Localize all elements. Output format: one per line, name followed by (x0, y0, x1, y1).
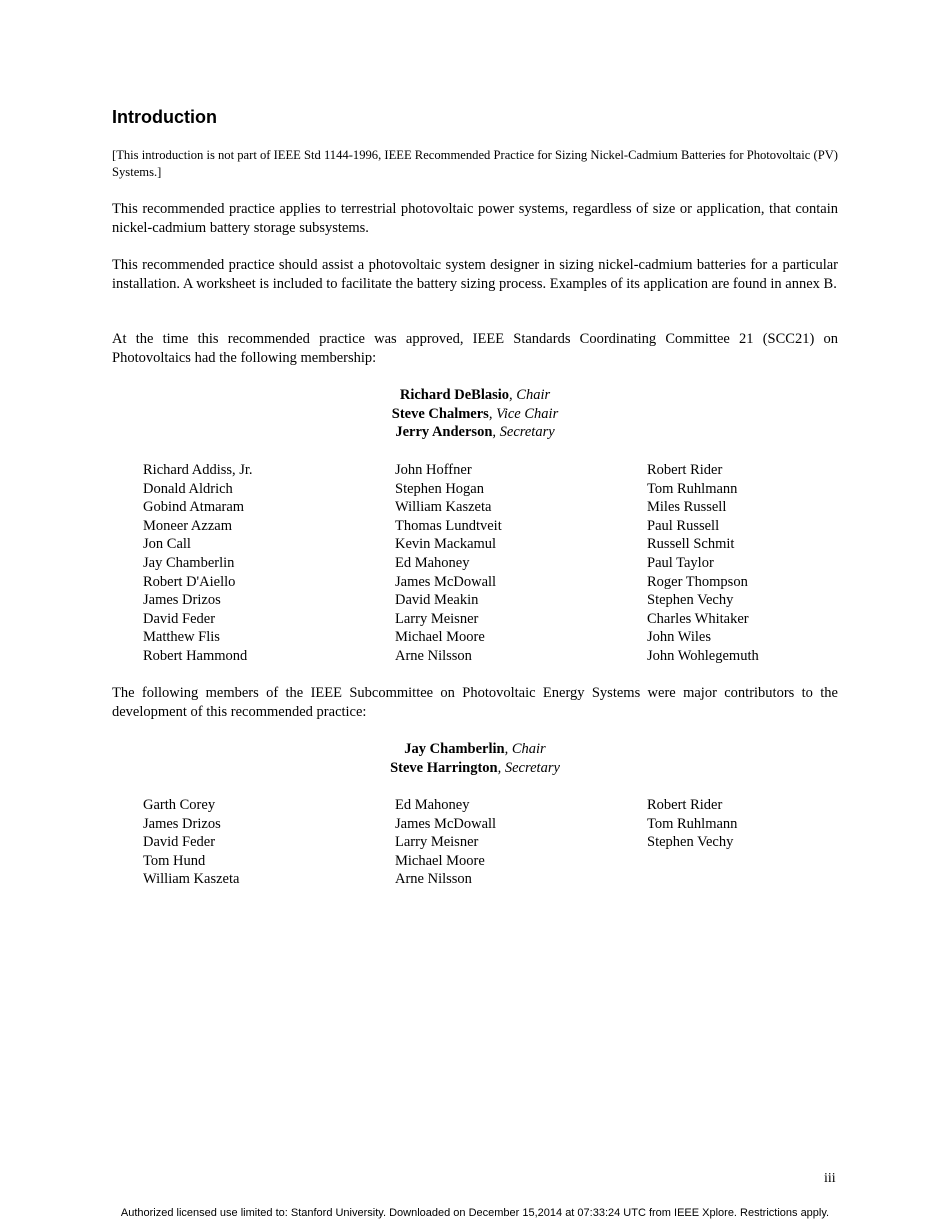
member-name: Arne Nilsson (395, 647, 472, 664)
member-name: Robert Rider (647, 462, 723, 478)
member-name: David Feder (143, 834, 216, 851)
member-name: Stephen Vechy (647, 592, 734, 609)
member-name: Arne Nilsson (395, 871, 472, 888)
member-name: James Drizos (143, 592, 221, 609)
member-name: Roger Thompson (647, 573, 748, 590)
subcommittee-member-list (143, 796, 843, 889)
paragraph-scope: This recommended practice applies to terrestrial photovoltaic power systems, regardless of size or application, that contain nickel-cadmium battery storage subsystems. (112, 201, 838, 236)
member-column (395, 796, 647, 889)
member-name: Jay Chamberlin (143, 554, 235, 571)
member-name: Gobind Atmaram (143, 499, 245, 516)
member-name: Stephen Hogan (395, 480, 484, 497)
member-name: Jon Call (143, 536, 191, 553)
member-column (647, 796, 843, 889)
member-name: James McDowall (395, 815, 497, 832)
member-name: Michael Moore (395, 852, 485, 869)
member-name: Paul Russell (647, 517, 720, 534)
member-name: John Wiles (647, 629, 711, 646)
member-name: Stephen Vechy (647, 834, 734, 851)
member-name: James Drizos (143, 815, 221, 832)
officer-role: , Secretary (492, 424, 555, 441)
member-name: Larry Meisner (395, 610, 479, 627)
subcommittee-officers (112, 740, 838, 777)
officer-name: Steve Chalmers (391, 405, 489, 422)
officer-line (112, 405, 838, 424)
member-name: David Feder (143, 610, 216, 627)
scc21-officers (112, 386, 838, 442)
officer-name: Jerry Anderson (395, 424, 493, 441)
member-name: Russell Schmit (647, 536, 735, 553)
member-name: Moneer Azzam (143, 517, 232, 534)
member-name: John Wohlegemuth (647, 647, 759, 664)
officer-role: , Vice Chair (488, 405, 559, 422)
officer-line (112, 423, 838, 442)
officer-line (112, 740, 838, 759)
scc21-member-list (143, 461, 843, 666)
officer-role: , Chair (504, 741, 546, 757)
officer-role: , Chair (509, 387, 551, 403)
member-name: Ed Mahoney (395, 797, 470, 813)
member-name: Thomas Lundtveit (395, 517, 502, 534)
member-name: Donald Aldrich (143, 480, 233, 497)
member-name: Robert D'Aiello (143, 573, 236, 590)
officer-name: Richard DeBlasio (399, 387, 510, 403)
member-name: Robert Rider (647, 797, 723, 813)
member-name: Charles Whitaker (647, 610, 749, 627)
member-name: Ed Mahoney (395, 554, 470, 571)
paragraph-subcommittee-intro: The following members of the IEEE Subcommittee on Photovoltaic Energy Systems were major contributors to the development of this recommended practice: (112, 685, 838, 720)
member-name: William Kaszeta (395, 499, 492, 516)
member-name: Tom Ruhlmann (647, 815, 738, 832)
officer-line (112, 759, 838, 778)
member-name: Paul Taylor (647, 554, 714, 571)
member-name: Miles Russell (647, 499, 727, 516)
paragraph-membership-intro: At the time this recommended practice was approved, IEEE Standards Coordinating Committee 21 (SCC21) on Photovoltaics had the following membership: (112, 331, 838, 366)
member-name: Garth Corey (143, 797, 216, 813)
member-name: Richard Addiss, Jr. (143, 462, 253, 478)
page-title: Introduction (112, 107, 217, 127)
member-column (647, 461, 843, 666)
member-name: Robert Hammond (143, 647, 248, 664)
officer-name: Steve Harrington (390, 759, 498, 776)
member-name: John Hoffner (395, 462, 472, 478)
officer-name: Jay Chamberlin (404, 741, 505, 757)
member-name: James McDowall (395, 573, 497, 590)
page-number: iii (824, 1171, 836, 1186)
member-name: Tom Ruhlmann (647, 480, 738, 497)
paragraph-purpose: This recommended practice should assist a photovoltaic system designer in sizing nickel-cadmium batteries for a particular installation. A worksheet is included to facilitate the battery sizing process. Examples of its application are found in annex B. (112, 257, 838, 292)
member-name: Tom Hund (143, 852, 206, 869)
officer-line (112, 386, 838, 405)
member-name: Kevin Mackamul (395, 536, 497, 553)
officer-role: , Secretary (497, 759, 560, 776)
member-column (143, 461, 395, 666)
member-name: Michael Moore (395, 629, 485, 646)
introduction-note: [This introduction is not part of IEEE Std 1144-1996, IEEE Recommended Practice for Sizing Nickel-Cadmium Batteries for Photovoltaic (PV) Systems.] (112, 148, 838, 179)
license-footer: Authorized licensed use limited to: Stanford University. Downloaded on December 15,2014 at 07:33:24 UTC from IEEE Xplore. Restrictions apply. (120, 1207, 830, 1219)
member-name: William Kaszeta (143, 871, 240, 888)
member-column (395, 461, 647, 666)
member-name: Matthew Flis (143, 629, 220, 646)
member-column (143, 796, 395, 889)
member-name: Larry Meisner (395, 834, 479, 851)
member-name: David Meakin (395, 592, 479, 609)
